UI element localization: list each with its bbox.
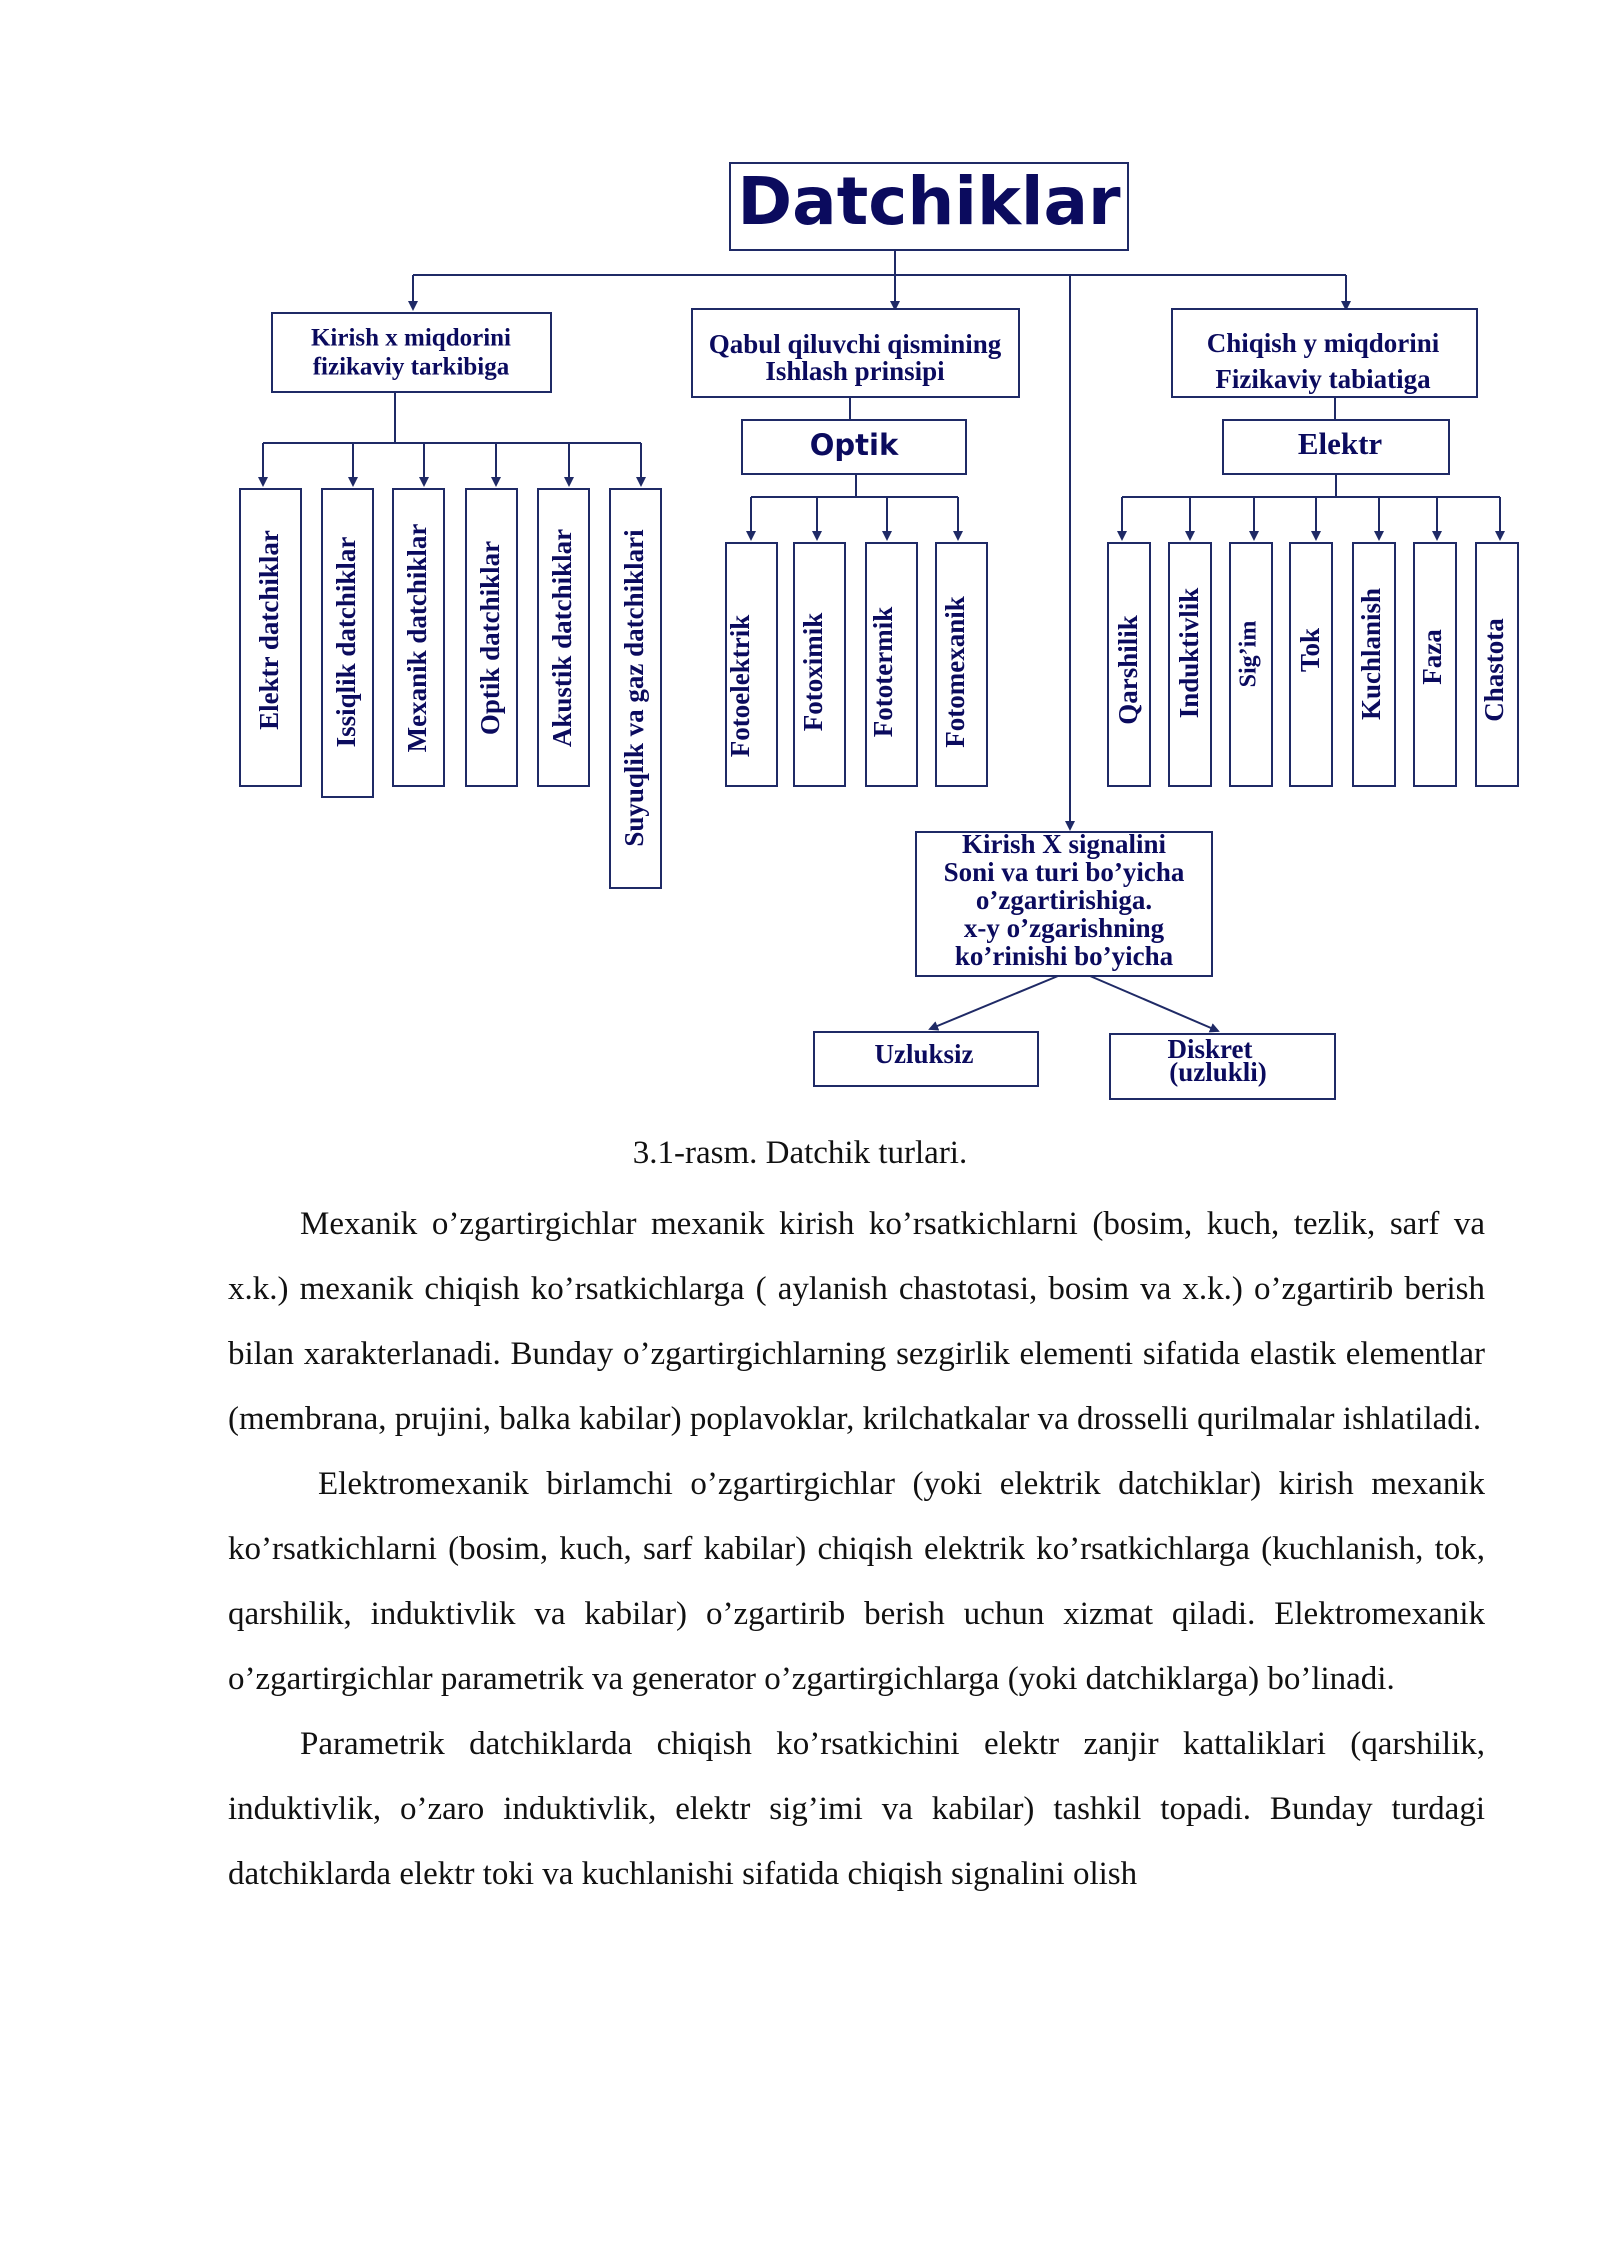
continuous-label: Uzluksiz	[874, 1039, 974, 1070]
sensor-classification-diagram	[0, 0, 1600, 1120]
branch-receiver-line2: Ishlash prinsipi	[765, 356, 945, 387]
branch-receiver-line1: Qabul qiluvchi qismining	[708, 329, 1002, 360]
optik-type-label: Fototermik	[868, 606, 899, 738]
elektr-type-label: Sig’im	[1235, 620, 1262, 688]
paragraph: Mexanik o’zgartirgichlar mexanik kirish ko’rsatkichlarni (bosim, kuch, tezlik, sarf va x.k.) mexanik chiqish ko’rsatkichlarga ( aylanish chastotasi, bosim va x.k.) o’zgartirib berish bilan xarakterlanadi. Bunday o’zgartirgichlarning sezgirlik elementi sifatida elastik elementlar (membrana, prujini, balka kabilar) poplavoklar, krilchatkalar va drosselli qurilmalar ishlatiladi.	[228, 1206, 1485, 1437]
discrete-label-line2: (uzlukli)	[1169, 1057, 1267, 1088]
elektr-type-label: Kuchlanish	[1356, 587, 1387, 721]
elektr-type-label: Qarshilik	[1113, 615, 1144, 725]
paragraph: Parametrik datchiklarda chiqish ko’rsatkichini elektr zanjir kattaliklari (qarshilik, induktivlik, o’zaro induktivlik, elektr sig’imi va kabilar) tashkil topadi. Bunday turdagi datchiklarda elektr toki va kuchlanishi sifatida chiqish signalini olish	[228, 1726, 1485, 1892]
diagram-title: Datchiklar	[737, 163, 1121, 241]
input-type-label: Suyuqlik va gaz datchiklari	[619, 529, 650, 847]
branch-input-line1: Kirish x miqdorini	[310, 324, 512, 352]
elektr-type-label: Tok	[1295, 627, 1326, 673]
paragraph: Elektromexanik birlamchi o’zgartirgichlar (yoki elektrik datchiklar) kirish mexanik ko’rsatkichlarni (bosim, kuch, sarf kabilar) chiqish elektrik ko’rsatkichlarga (kuchlanish, tok, qarshilik, induktivlik va kabilar) o’zgartirib berish uchun xizmat qiladi. Elektromexanik o’zgartirgichlar parametrik va generator o’zgartirgichlarga (yoki datchiklarga) bo’linadi.	[228, 1466, 1485, 1697]
input-type-label: Optik datchiklar	[475, 540, 506, 736]
input-type-label: Issiqlik datchiklar	[331, 536, 362, 748]
figure-caption: 3.1-rasm. Datchik turlari.	[632, 1135, 968, 1171]
input-type-label: Akustik datchiklar	[547, 528, 578, 748]
optik-label: Optik	[809, 428, 899, 462]
elektr-type-label: Faza	[1417, 629, 1448, 685]
signal-box-line: o’zgartirishiga.	[975, 885, 1153, 916]
elektr-label: Elektr	[1297, 426, 1383, 462]
signal-box-line: ko’rinishi bo’yicha	[954, 941, 1174, 972]
signal-box-line: Soni va turi bo’yicha	[943, 857, 1185, 888]
discrete-label-line1: Diskret	[1167, 1034, 1253, 1065]
optik-type-label: Fotomexanik	[940, 596, 971, 748]
input-type-label: Elektr datchiklar	[254, 530, 285, 730]
optik-type-label: Fotoelektrik	[725, 614, 756, 758]
input-type-label: Mexanik datchiklar	[402, 523, 433, 753]
branch-input-line2: fizikaviy tarkibiga	[312, 353, 510, 381]
branch-output-line1: Chiqish y miqdorini	[1206, 328, 1440, 359]
body-text	[228, 1192, 1485, 1907]
signal-box-line: x-y o’zgarishning	[963, 913, 1165, 944]
elektr-type-label: Induktivlik	[1174, 587, 1205, 719]
signal-box-line: Kirish X signalini	[961, 829, 1167, 860]
branch-output-line2: Fizikaviy tabiatiga	[1215, 364, 1431, 395]
elektr-type-label: Chastota	[1479, 618, 1510, 722]
optik-type-label: Fotoximik	[798, 612, 829, 732]
